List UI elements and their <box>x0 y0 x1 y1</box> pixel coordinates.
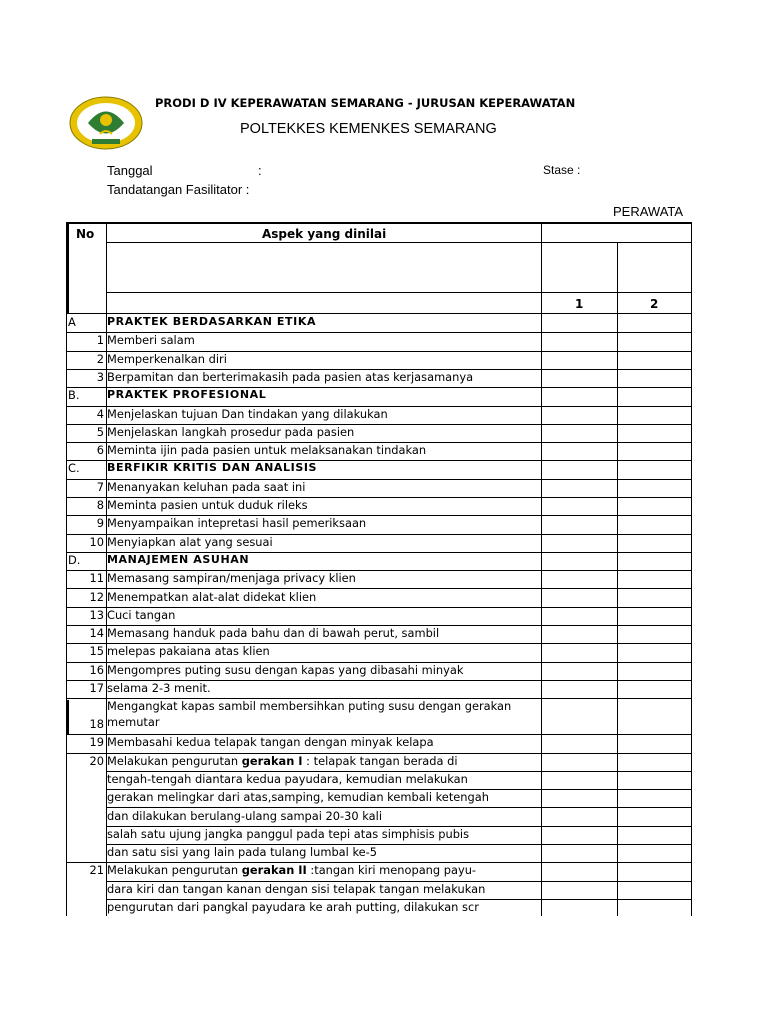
table-row <box>0 662 768 680</box>
fasilitator-label: Tandatangan Fasilitator : <box>107 182 250 197</box>
aspect-text-bold: gerakan II <box>241 863 307 878</box>
section-row <box>0 387 768 405</box>
row-number: 11 <box>89 571 104 586</box>
row-number: 8 <box>96 498 104 512</box>
row-number: 2 <box>96 351 104 366</box>
section-row <box>0 460 768 478</box>
aspect-text-post: : telapak tangan berada di <box>302 753 458 768</box>
aspect-text: dara kiri dan tangan kanan dengan sisi telapak tangan melakukan <box>107 881 486 896</box>
aspect-text <box>107 754 458 768</box>
table-row <box>0 589 768 607</box>
section-letter: A <box>68 315 76 329</box>
row-number: 5 <box>96 424 104 439</box>
table-top-border <box>66 222 692 224</box>
aspect-text: Meminta pasien untuk duduk rileks <box>107 498 308 512</box>
row-number: 19 <box>89 735 104 750</box>
section-letter: D. <box>68 552 81 567</box>
table-row <box>0 515 768 533</box>
aspect-text: tengah-tengah diantara kedua payudara, kemudian melakukan <box>107 771 468 786</box>
aspect-text: Menyiapkan alat yang sesuai <box>107 534 273 549</box>
table-left-border <box>66 222 69 313</box>
table-row <box>0 881 768 899</box>
table-row <box>0 844 768 862</box>
table-row <box>0 808 768 826</box>
header-divider <box>106 242 692 243</box>
table-row <box>0 789 768 807</box>
row-number: 4 <box>96 406 104 421</box>
score-1-header: 1 <box>575 297 584 311</box>
table-row <box>0 899 768 917</box>
table-row <box>0 734 768 752</box>
poltekkes-logo <box>66 94 146 152</box>
aspect-text-pre: Melakukan pengurutan <box>107 863 242 878</box>
aspect-text: Menjelaskan tujuan Dan tindakan yang dilakukan <box>107 406 388 421</box>
section-row <box>0 314 768 332</box>
aspect-text: Memberi salam <box>107 333 195 348</box>
aspect-text: selama 2-3 menit. <box>107 681 211 695</box>
table-row <box>0 497 768 515</box>
table-row <box>0 479 768 497</box>
table-row <box>0 534 768 552</box>
aspect-text: Menjelaskan langkah prosedur pada pasien <box>107 424 355 439</box>
score-divider <box>106 292 692 293</box>
aspect-text-continued: memutar <box>107 715 160 730</box>
section-row <box>0 552 768 570</box>
aspect-text: dan satu sisi yang lain pada tulang lumbal ke-5 <box>107 845 378 860</box>
aspect-text: melepas pakaiana atas klien <box>107 644 270 659</box>
aspect-text: salah satu ujung jangka panggul pada tepi atas simphisis pubis <box>107 826 470 841</box>
perawat-heading: PERAWATA <box>613 204 684 219</box>
institution-title: PRODI D IV KEPERAWATAN SEMARANG - JURUSAN KEPERAWATAN <box>155 96 576 110</box>
table-row <box>0 369 768 387</box>
row-number: 1 <box>96 333 104 348</box>
section-title: PRAKTEK BERDASARKAN ETIKA <box>107 315 317 328</box>
section-title: MANAJEMEN ASUHAN <box>107 552 250 566</box>
table-row <box>0 680 768 698</box>
aspect-text: gerakan melingkar dari atas,samping, kemudian kembali ketengah <box>107 790 489 805</box>
aspect-text: Menempatkan alat-alat didekat klien <box>107 589 317 604</box>
aspect-text <box>107 863 476 877</box>
section-letter: B. <box>68 388 80 403</box>
aspect-text: Cuci tangan <box>107 607 176 622</box>
aspect-text: Membasahi kedua telapak tangan dengan minyak kelapa <box>107 735 434 750</box>
col-aspek-header: Aspek yang dinilai <box>262 227 387 241</box>
col-no-header: No <box>76 227 95 241</box>
aspect-text-pre: Melakukan pengurutan <box>107 753 242 768</box>
row-number: 21 <box>89 863 104 878</box>
table-row <box>0 826 768 844</box>
table-row <box>0 351 768 369</box>
aspect-text: dan dilakukan berulang-ulang sampai 20-30 kali <box>107 808 382 823</box>
row-number: 15 <box>89 644 104 659</box>
tanggal-label: Tanggal <box>107 163 153 178</box>
aspect-text: Memasang sampiran/menjaga privacy klien <box>107 571 356 586</box>
aspect-text: Mengompres puting susu dengan kapas yang dibasahi minyak <box>107 662 464 677</box>
row-number: 14 <box>89 626 104 641</box>
row-number: 20 <box>89 753 104 768</box>
aspect-text: Menyampaikan intepretasi hasil pemeriksaan <box>107 516 367 531</box>
row-number: 7 <box>96 479 104 494</box>
section-title: BERFIKIR KRITIS DAN ANALISIS <box>107 461 318 475</box>
row-number: 17 <box>89 681 104 695</box>
table-row <box>0 625 768 643</box>
aspect-text: Mengangkat kapas sambil membersihkan puting susu dengan gerakan <box>107 699 512 714</box>
aspect-text: pengurutan dari pangkal payudara ke arah putting, dilakukan scr <box>107 900 479 914</box>
section-title: PRAKTEK PROFESIONAL <box>107 388 267 402</box>
row-number: 10 <box>89 534 104 549</box>
table-row <box>0 570 768 588</box>
table-row <box>0 643 768 661</box>
table-row <box>0 442 768 460</box>
aspect-text-post: :tangan kiri menopang payu- <box>306 863 477 878</box>
row-number: 6 <box>96 443 104 458</box>
school-title: POLTEKKES KEMENKES SEMARANG <box>240 121 497 137</box>
table-row <box>0 698 768 734</box>
stase-label: Stase : <box>543 163 581 177</box>
row-number: 16 <box>89 662 104 677</box>
row-number: 12 <box>89 589 104 604</box>
aspect-text: Berpamitan dan berterimakasih pada pasien atas kerjasamanya <box>107 369 474 384</box>
table-row <box>0 332 768 350</box>
aspect-text: Memperkenalkan diri <box>107 351 227 366</box>
table-row <box>0 607 768 625</box>
score-2-header: 2 <box>650 297 659 311</box>
row-number: 18 <box>89 717 104 732</box>
table-row <box>0 771 768 789</box>
table-row <box>0 406 768 424</box>
aspect-text: Meminta ijin pada pasien untuk melaksanakan tindakan <box>107 443 427 458</box>
row-number: 3 <box>96 369 104 384</box>
aspect-text-bold: gerakan I <box>241 753 303 768</box>
tanggal-colon: : <box>258 163 262 178</box>
table-row <box>0 753 768 771</box>
aspect-text: Memasang handuk pada bahu dan di bawah perut, sambil <box>107 626 440 641</box>
row-number: 13 <box>89 607 104 622</box>
row-number: 9 <box>96 516 104 531</box>
table-row <box>0 862 768 880</box>
aspect-text: Menanyakan keluhan pada saat ini <box>107 479 306 494</box>
section-letter: C. <box>68 461 80 476</box>
table-row <box>0 424 768 442</box>
